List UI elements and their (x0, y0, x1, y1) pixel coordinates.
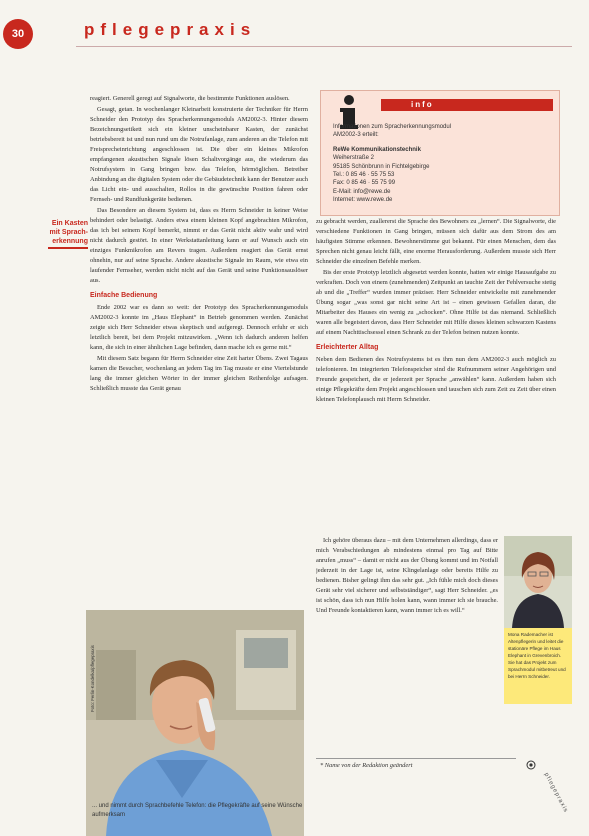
info-line: ReWe Kommunikationstechnik (333, 146, 421, 153)
info-line: 95185 Schönbrunn in Fichtelgebirge (333, 163, 430, 170)
info-line: Tel.: 0 85 46 · 55 75 53 (333, 172, 395, 179)
paragraph: reagiert. Generell geregt auf Signalworte, die bestimmte Funktionen auslösen. (90, 95, 290, 102)
info-line: E-Mail: info@rewe.de (333, 188, 391, 195)
page-number: 30 (3, 19, 33, 49)
right-column-top (316, 217, 556, 535)
end-mark-icon (526, 760, 536, 770)
section-heading: Einfache Bedienung (90, 292, 158, 299)
paragraph: Ich gehöre überaus dazu – mit dem Unternehmen allerdings, dass er mich Verabschiedungen ab mindestens einmal pro Tag auf Bitte anrufen „muss“ – damit er nicht aus der Übung kommt und im Notfall jederzeit in der Lage ist, seine Klingelanlage oder bereits Hilfe zu bedienen. Bisher gelingt ihm das sehr gut. „Ich fühle mich doch dieses Gerät sehr viel sicherer und selbstständiger“, sagt Herr Schneider. „es ist schön, dass ich nun Hilfe holen kann, wann immer ich sie brauche. Und Freunde kontaktieren kann, wann immer ich es will.“ (316, 537, 498, 614)
photo-credit: Foto: Ferlin-Kondelka/pflegepraxis (90, 645, 95, 712)
footnote-rule (316, 758, 516, 759)
side-label-rule (48, 247, 88, 249)
info-line: Weiherstraße 2 (333, 155, 374, 162)
right-column-middle (316, 536, 498, 696)
header-rule (76, 46, 572, 47)
paragraph: Ende 2002 war es dann so weit: der Prototyp des Spracherkennungsmoduls AM2002-3 konnte im „Haus Elephant“ in Betrieb genommen werden. Zunächst zeigte sich Herr Schneider etwas skeptisch und aufgeregt. Dennoch erfuhr er sich letztlich bereit, bei dem Projekt mitzuwirken. „Wenn ich dadurch anderen helfen kann, die sich in einer ähnlichen Lage befinden, dann mache ich es gerne mit.“ (90, 304, 308, 351)
footnote: * Name von der Redaktion geändert (320, 762, 413, 769)
paragraph: Bis der erste Prototyp letztlich abgesetzt werden konnte, hatten wir einige Hausaufgabe zu verkraften. Doch von einem (zunehmenden) Zeitpunkt an tauchte Zeit der Fehlversuche stetig ab und die „Treffer“ wurden immer präziser. Herr Schneider entwickelte mit zunehmender Übung sogar „was sonst gar nicht seine Art ist – einen gewissen Gefallen daran, die Mitarbeiter des Hauses ein wenig zu „schocken“. Ohne Hilfe ist das niemand. Schließlich waren alle begeistert davon, dass Herr Schneider mit Hilfe dieses kleinen schwarzen Kastens auf einem Nachttischsessel einen Schrank zu der Telefon beinen nutzen konnte. (316, 269, 556, 336)
paragraph: zu gebracht werden, zuallererst die Sprache des Bewohners zu „lernen“. Die Signalworte, die verschiedene Funktionen in Gang bringen, müssen sich dafür aus dem Strom des am häufigsten Stimme erkennen. Bewohnerstimme gut bekannt. Für einen Menschen, dem das Sprechen nicht genau leicht fällt, eine enorme Herausforderung. Außerdem musste sich Herr Schneider die einzelnen Befehle merken. (316, 218, 556, 265)
spine-text: pflegepraxis (542, 772, 569, 814)
info-box (320, 90, 560, 216)
paragraph: Gesagt, getan. In wochenlanger Kleinarbeit konstruierte der Techniker für Herrn Schneider den Prototyp des Spracherkennungsmoduls AM2002-3. Hinter diesem Bezeichnungsetikett sich ein kleiner unscheinbarer Kasten, der zunächst betriebsbereit ist und nun rund um die Notrufanlage, zum anderen an die Telefon mit Freisprecheinrichtung angeschlossen ist. Die über ein kleines Mikrofon empfangenen akustischen Signale lösen Schaltvorgänge aus, die wiederum das Notrufsystem in Gang bringen bzw. das Telefon, hörmöglichen. Betreiber Anbindung an die digitalen System oder die Gebäudetechnik kann der Benutzer auch das Licht ein- und ausschalten, Rollos in die gewünschte Position fahren oder Fernseh- und Rundfunkgeräte bedienen. (90, 106, 308, 203)
side-label: Ein Kasten mit Sprach- erkennung (49, 220, 88, 245)
portrait-image (504, 536, 572, 628)
info-line: Informationen zum Spracherkennungsmodul (333, 124, 452, 130)
info-line: AM2002-3 erteilt: (333, 132, 379, 139)
portrait-caption: Mona Rademacher ist Altenpflegerin und leitet die stationäre Pflege im Haus Elephant in Grevenbroich. Sie hat das Projekt zum Sprachmodul mitbetreut und bei Herrn Schneider. (504, 628, 572, 704)
photo-caption: ... und nimmt durch Sprachbefehle Telefon: die Pflegekräfte auf seine Wünsche aufmerksam (92, 803, 303, 818)
paragraph: Das Besondere an diesem System ist, dass es Herrn Schneider in keiner Weise behindert oder belastigt. Anders etwa einem kleinen Kopf angebrachten Mikrofon, das ich bei seinem Kopf bemerkt, nimmt er das Gerät nicht aktiv wahr und wird nicht dadurch gestört. In einer Werkstattanleitung kann er auf Wunsch auch ein einziges Funkmikrofon am Revers tragen. Außerdem reagiert das Gerät ernst ohnehin, nur auf seine Sprache. Andere akustische Signale im Raum, wie etwa ein laufender Fernseher, werden nicht nicht auf das Gerät und seine Funktionsauslöser aus. (90, 207, 308, 284)
info-text (333, 123, 551, 205)
portrait-photo (504, 536, 572, 628)
paragraph: Mit diesem Satz begann für Herrn Schneider eine Zeit harter Übens. Zwei Tagaus kamen die Besucher, wochenlang an jedem Tag im Tag musste er eine Viertelstunde lang die immer gleichen Wörter in der immer gleichen Reihenfolge aufsagen. Schließlich musste das Gerät genau (90, 355, 308, 392)
info-line: Fax: 0 85 46 · 55 75 99 (333, 180, 396, 187)
info-line: Internet: www.rewe.de (333, 197, 393, 204)
section-heading: Erleichterter Alltag (316, 344, 379, 351)
paragraph: Neben dem Bedienen des Notrufsystems ist es ihm nun dem AM2002-3 auch möglich zu telefonieren. Im integrierten Telefonspeicher sind die Rufnummern seiner Angehörigen und Freunde gespeichert, die er jederzeit per Sprache „anwählen“ kann. Außerdem haben sich einige Pflegekräfte dem Projekt angeschlossen und tauschen sich zum Zeit zu Zeit über einen kleinen Telefonplausch mit Herrn Schneider. (316, 356, 556, 403)
info-label: info (381, 99, 553, 111)
magazine-title: pflegepraxis (84, 20, 257, 39)
left-column (90, 94, 308, 609)
